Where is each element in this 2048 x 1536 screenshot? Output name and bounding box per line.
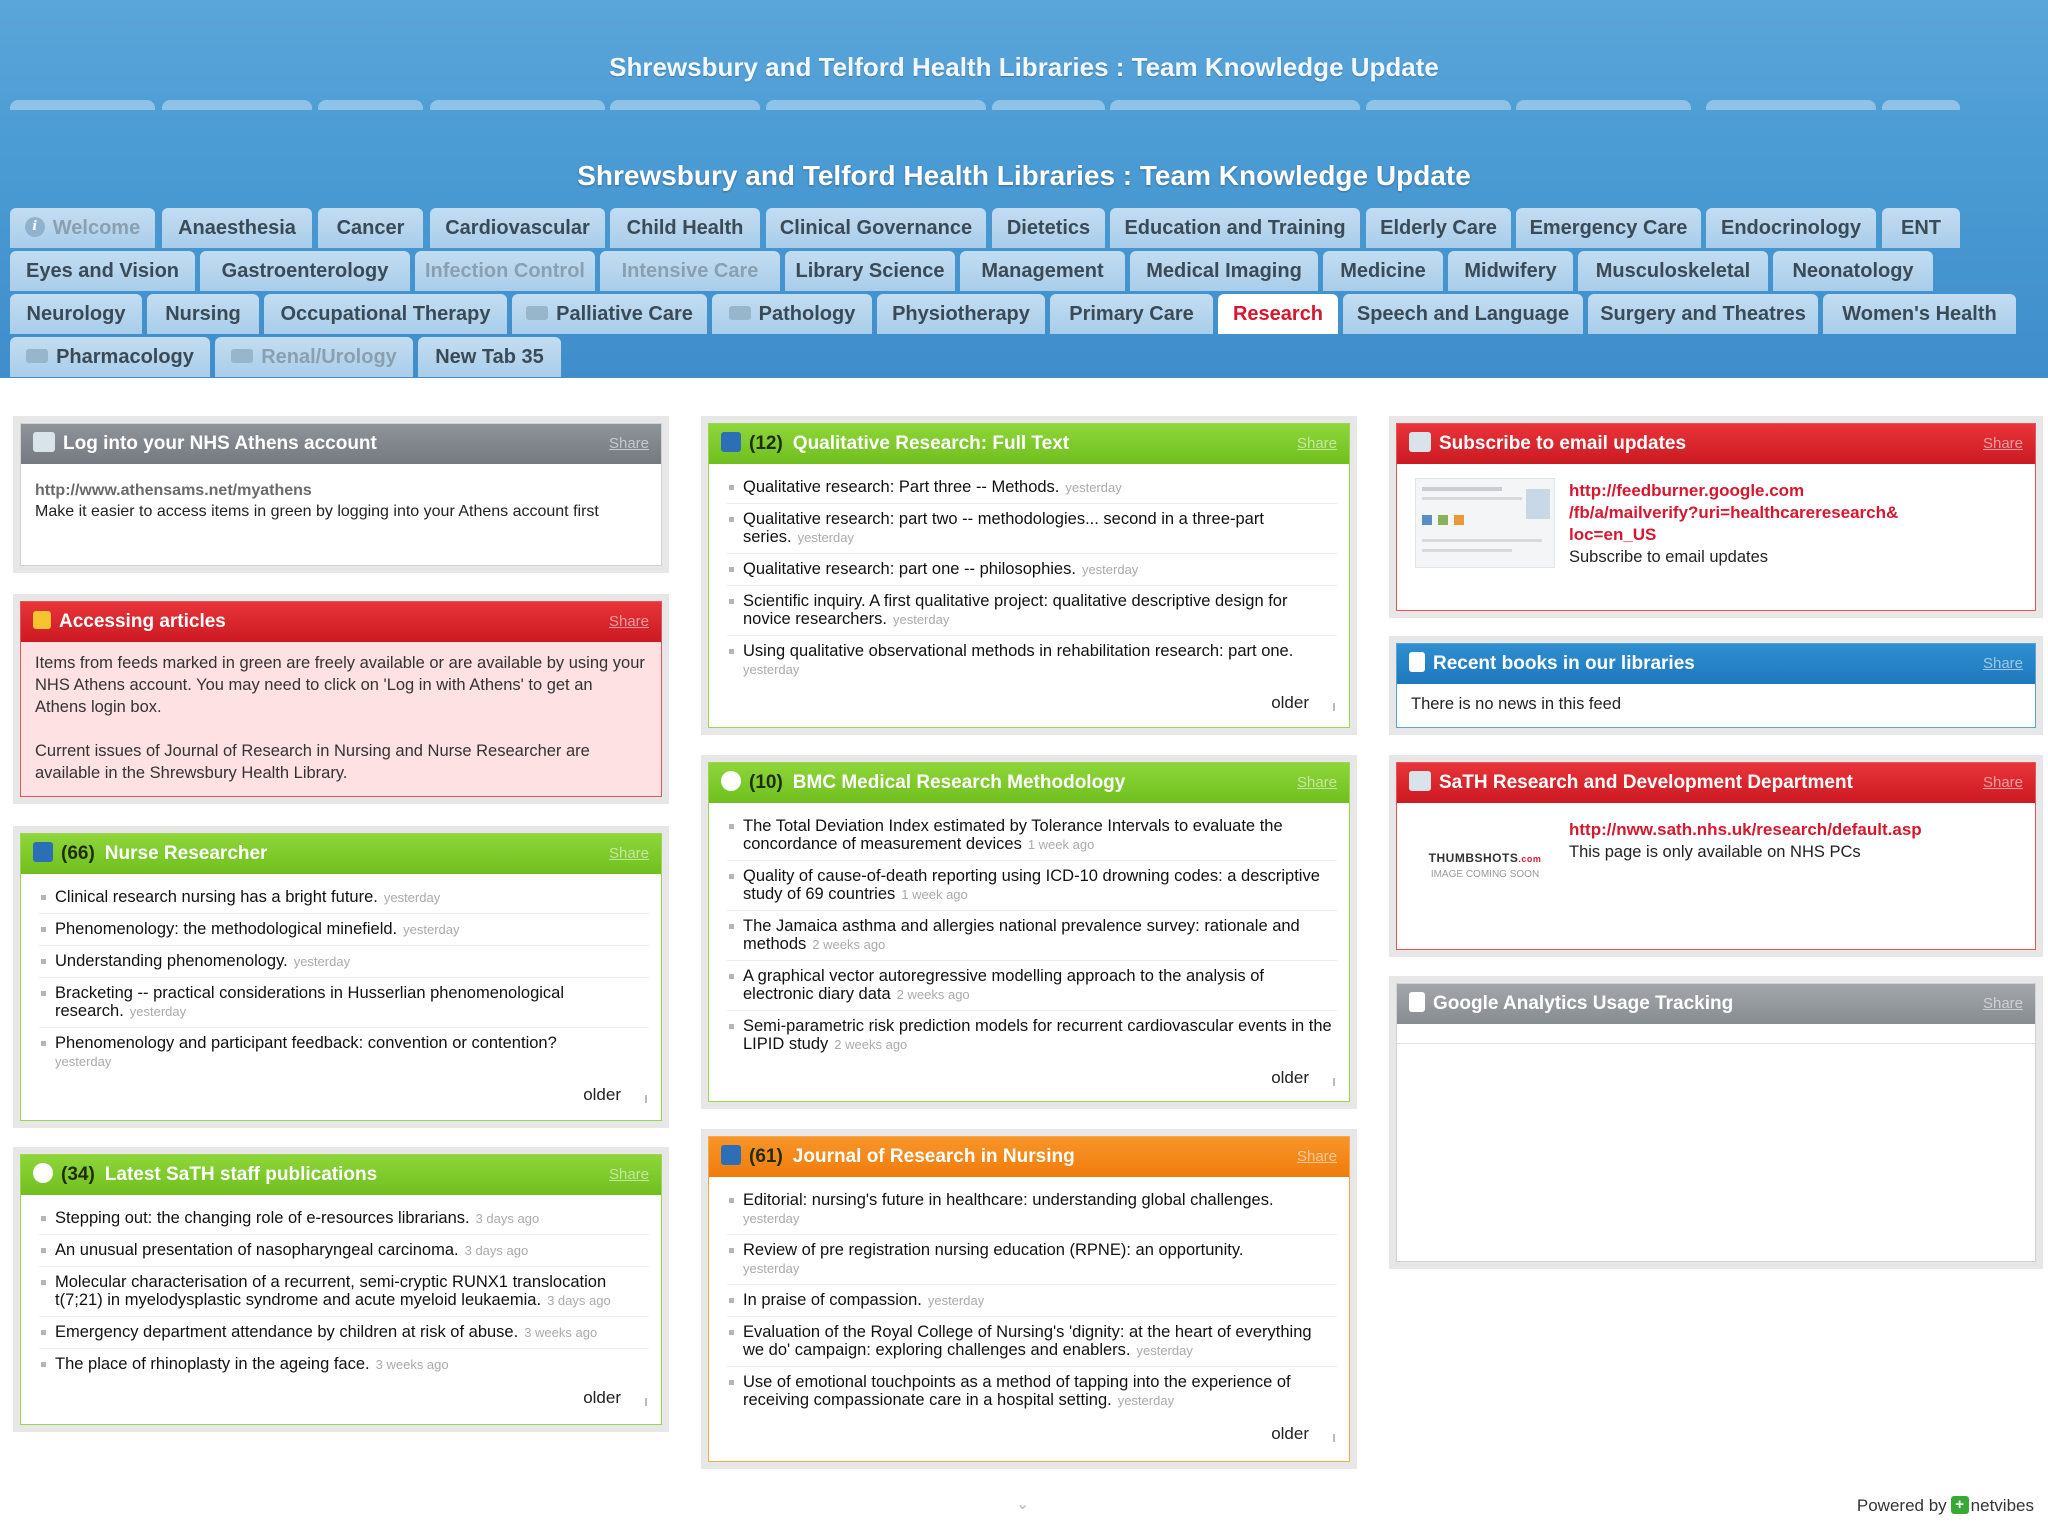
widget-header[interactable]: Google Analytics Usage Tracking Share [1397,984,2035,1024]
older-link[interactable]: older [709,1060,1349,1100]
page-title: Shrewsbury and Telford Health Libraries : Team Knowledge Update [577,160,1471,191]
monitor-icon [1409,771,1431,791]
feed-list [709,464,1349,685]
accessing-paragraph-1: Items from feeds marked in green are freely available or are available by using your NHS Athens account. You may need to click on 'Log in with Athens' to get an Athens login box. [35,654,645,716]
tab-welcome[interactable]: i Welcome [10,208,155,248]
ghost-tab-strip [10,100,1960,110]
older-link[interactable]: older [709,685,1349,725]
tab-anaesthesia[interactable]: Anaesthesia [162,208,312,248]
share-link[interactable]: Share [1296,1148,1337,1165]
widget-header[interactable]: SaTH Research and Development Department Share [1397,763,2035,803]
list-item[interactable]: In praise of compassion. yesterday [727,1285,1337,1317]
widget-header[interactable]: (10) BMC Medical Research Methodology Share [709,763,1349,803]
tab-child-health[interactable]: Child Health [610,208,760,248]
feed-list [709,1177,1349,1416]
sath-rd-link[interactable]: http://nww.sath.nhs.uk/research/default.asp [1569,820,1922,839]
widget-header[interactable]: (61) Journal of Research in Nursing Share [709,1137,1349,1177]
athens-url-link[interactable]: http://www.athensams.net/myathens [35,482,312,499]
tab-palliative-care[interactable]: Palliative Care [512,294,707,334]
chevron-down-icon[interactable]: ⌄ [1016,1496,1030,1513]
monitor-icon [1409,432,1431,452]
tab-pharmacology[interactable]: Pharmacology [10,337,210,377]
athens-description: Make it easier to access items in green by logging into your Athens account first [35,503,599,520]
share-link[interactable]: Share [608,613,649,630]
list-item[interactable]: The Total Deviation Index estimated by Tolerance Intervals to evaluate the concordance of measurement devices 1 week ago [727,811,1337,861]
list-item[interactable]: Qualitative research: part one -- philosophies. yesterday [727,554,1337,586]
widget-body [1397,1024,2035,1044]
document-icon [1409,992,1425,1012]
list-item[interactable]: Phenomenology and participant feedback: convention or contention? yesterday [39,1028,649,1077]
tab-research[interactable]: Research [1218,294,1338,334]
feedburner-link[interactable]: http://feedburner.google.com /fb/a/mailverify?uri=healthcareresearch& loc=en_US [1569,481,1899,544]
older-link[interactable]: older [709,1416,1349,1456]
ghost-page-title: Shrewsbury and Telford Health Libraries : Team Knowledge Update [609,52,1439,82]
feed-list [709,803,1349,1060]
tab-neonatology[interactable]: Neonatology [1773,251,1933,291]
share-link[interactable]: Share [608,845,649,862]
google-analytics-widget [1396,983,2036,1262]
feed-e-icon [721,432,741,452]
accessing-articles-widget [20,601,662,797]
older-link[interactable]: older [21,1380,661,1420]
tab-clinical-governance[interactable]: Clinical Governance [766,208,986,248]
tab-surgery-and-theatres[interactable]: Surgery and Theatres [1588,294,1818,334]
tab-endocrinology[interactable]: Endocrinology [1706,208,1876,248]
tab-medicine[interactable]: Medicine [1323,251,1443,291]
tab-gastroenterology[interactable]: Gastroenterology [200,251,410,291]
powered-by-footer[interactable]: Powered by + netvibes [1856,1495,2034,1515]
widget-header[interactable]: (66) Nurse Researcher Share [21,834,661,874]
tab-renal-urology[interactable]: Renal/Urology [215,337,413,377]
tab-womens-health[interactable]: Women's Health [1823,294,2016,334]
feed-list [21,1195,661,1380]
tab-emergency-care[interactable]: Emergency Care [1516,208,1701,248]
tab-cancer[interactable]: Cancer [318,208,423,248]
list-item[interactable]: Stepping out: the changing role of e-resources librarians. 3 days ago [39,1203,649,1235]
share-link[interactable]: Share [1982,995,2023,1012]
widget-header[interactable]: Log into your NHS Athens account Share [21,424,661,464]
jrn-widget [708,1136,1350,1462]
tab-primary-care[interactable]: Primary Care [1050,294,1213,334]
list-item[interactable]: Use of emotional touchpoints as a method of tapping into the experience of receiving compassionate care in a hospital setting. yesterday [727,1367,1337,1416]
list-item[interactable]: An unusual presentation of nasopharyngeal carcinoma. 3 days ago [39,1235,649,1267]
feed-tab-icon [729,306,751,320]
tab-library-science[interactable]: Library Science [785,251,955,291]
feed-e-icon [33,842,53,862]
bmc-feed-icon [721,771,741,791]
tab-cardiovascular[interactable]: Cardiovascular [430,208,605,248]
tab-education-and-training[interactable]: Education and Training [1110,208,1360,248]
tab-pathology[interactable]: Pathology [712,294,872,334]
widget-header[interactable]: (34) Latest SaTH staff publications Share [21,1155,661,1195]
list-item[interactable]: Editorial: nursing's future in healthcare: understanding global challenges. yesterday [727,1185,1337,1235]
list-item[interactable]: Review of pre registration nursing education (RPNE): an opportunity. yesterday [727,1235,1337,1285]
older-link[interactable]: older [21,1077,661,1117]
widget-body [21,464,661,532]
list-item[interactable]: Bracketing -- practical considerations in Husserlian phenomenological research. yesterday [39,978,649,1028]
list-item[interactable]: A graphical vector autoregressive modelling approach to the analysis of electronic diary data 2 weeks ago [727,961,1337,1011]
list-item[interactable]: Molecular characterisation of a recurrent, semi-cryptic RUNX1 translocation t(7;21) in myelodysplastic syndrome and acute myeloid leukaemia. 3 days ago [39,1267,649,1317]
list-item[interactable]: Scientific inquiry. A first qualitative project: qualitative descriptive design for novice researchers. yesterday [727,586,1337,636]
tab-new-tab-35[interactable]: New Tab 35 [418,337,561,377]
pubmed-icon [33,1163,53,1183]
tab-ent[interactable]: ENT [1882,208,1960,248]
widget-header[interactable]: (12) Qualitative Research: Full Text Share [709,424,1349,464]
list-item[interactable]: Understanding phenomenology. yesterday [39,946,649,978]
feedburner-thumbnail[interactable] [1415,478,1555,568]
widget-body [21,642,661,794]
sath-rd-widget [1396,762,2036,950]
athens-widget [20,423,662,566]
list-item[interactable]: The place of rhinoplasty in the ageing face. 3 weeks ago [39,1349,649,1380]
tab-occupational-therapy[interactable]: Occupational Therapy [264,294,507,334]
list-item[interactable]: Clinical research nursing has a bright future. yesterday [39,882,649,914]
tab-nursing[interactable]: Nursing [147,294,259,334]
list-item[interactable]: The Jamaica asthma and allergies national prevalence survey: rationale and methods 2 weeks ago [727,911,1337,961]
note-icon [33,611,51,629]
tab-speech-and-language[interactable]: Speech and Language [1343,294,1583,334]
recent-books-widget [1396,643,2036,728]
nurse-researcher-widget [20,833,662,1121]
widget-header[interactable]: Subscribe to email updates Share [1397,424,2035,464]
info-icon: i [25,217,45,237]
feed-tab-icon [526,306,548,320]
tab-neurology[interactable]: Neurology [10,294,142,334]
feed-list [21,874,661,1077]
feed-e-icon [721,1145,741,1165]
bmc-methodology-widget [708,762,1350,1102]
tab-elderly-care[interactable]: Elderly Care [1366,208,1511,248]
list-item[interactable]: Evaluation of the Royal College of Nursing's 'dignity: at the heart of everything we do' campaign: exploring challenges and enablers. yesterday [727,1317,1337,1367]
list-item[interactable]: Qualitative research: Part three -- Methods. yesterday [727,472,1337,504]
netvibes-logo-icon: + [1951,1496,1969,1514]
tab-dietetics[interactable]: Dietetics [992,208,1105,248]
sath-publications-widget [20,1154,662,1425]
list-item[interactable]: Qualitative research: part two -- methodologies... second in a three-part series. yesterday [727,504,1337,554]
tab-medical-imaging[interactable]: Medical Imaging [1130,251,1318,291]
share-link[interactable]: Share [1982,655,2023,672]
document-icon [1409,652,1425,672]
sath-rd-caption: This page is only available on NHS PCs [1569,843,1861,861]
share-link[interactable]: Share [1982,435,2023,452]
list-item[interactable]: Quality of cause-of-death reporting using ICD-10 drowning codes: a descriptive study of 69 countries 1 week ago [727,861,1337,911]
subscribe-caption: Subscribe to email updates [1569,548,1769,566]
page-header [0,0,2048,378]
widget-header[interactable]: Recent books in our libraries Share [1397,644,2035,684]
tab-intensive-care[interactable]: Intensive Care [600,251,780,291]
tab-midwifery[interactable]: Midwifery [1448,251,1573,291]
share-link[interactable]: Share [1296,774,1337,791]
subscribe-widget [1396,423,2036,611]
list-item[interactable]: Semi-parametric risk prediction models for recurrent cardiovascular events in the LIPID study 2 weeks ago [727,1011,1337,1060]
list-item[interactable]: Using qualitative observational methods in rehabilitation research: part one. yesterday [727,636,1337,685]
feed-tab-icon [26,349,48,363]
list-item[interactable]: Phenomenology: the methodological minefield. yesterday [39,914,649,946]
share-link[interactable]: Share [1982,774,2023,791]
share-link[interactable]: Share [1296,435,1337,452]
tab-management[interactable]: Management [960,251,1125,291]
tab-eyes-and-vision[interactable]: Eyes and Vision [10,251,195,291]
tab-infection-control[interactable]: Infection Control [415,251,595,291]
feed-tab-icon [231,349,253,363]
widget-body [1397,803,2035,943]
thumbshots-placeholder[interactable]: THUMBSHOTS.com IMAGE COMING SOON [1428,851,1542,880]
widget-header[interactable]: Accessing articles Share [21,602,661,642]
tab-physiotherapy[interactable]: Physiotherapy [877,294,1045,334]
share-link[interactable]: Share [608,435,649,452]
share-link[interactable]: Share [608,1166,649,1183]
accessing-paragraph-2: Current issues of Journal of Research in Nursing and Nurse Researcher are available in the Shrewsbury Health Library. [35,742,590,782]
list-item[interactable]: Emergency department attendance by children at risk of abuse. 3 weeks ago [39,1317,649,1349]
tab-musculoskeletal[interactable]: Musculoskeletal [1578,251,1768,291]
monitor-icon [33,432,55,452]
qualitative-research-widget [708,423,1350,728]
widget-body [1397,464,2035,604]
empty-feed-message: There is no news in this feed [1411,695,1622,713]
